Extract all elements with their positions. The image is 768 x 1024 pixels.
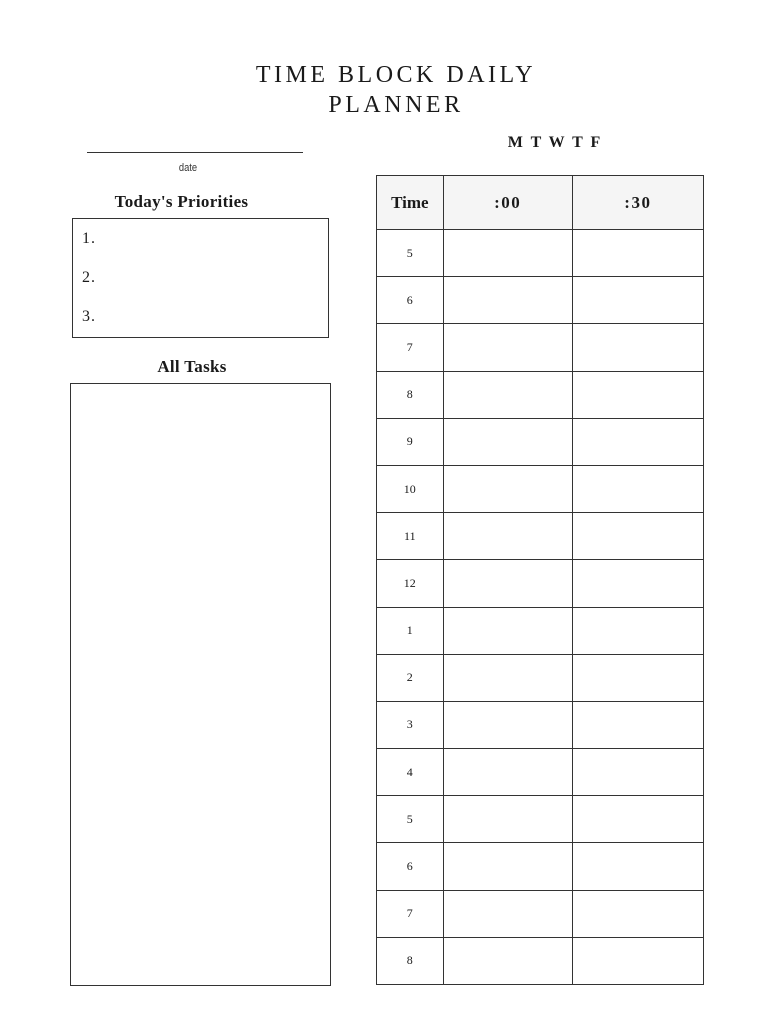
- slot-30[interactable]: [572, 937, 703, 984]
- planner-title-line-1: TIME BLOCK DAILY: [255, 62, 537, 88]
- hour-label: 6: [377, 843, 444, 890]
- slot-30[interactable]: [572, 560, 703, 607]
- table-row: [377, 843, 704, 890]
- hour-label: 9: [377, 418, 444, 465]
- table-row: [377, 560, 704, 607]
- slot-00[interactable]: [443, 465, 572, 512]
- hour-label: 1: [377, 607, 444, 654]
- hour-label: 3: [377, 701, 444, 748]
- hour-label: 7: [377, 890, 444, 937]
- slot-30[interactable]: [572, 371, 703, 418]
- hour-label: 11: [377, 513, 444, 560]
- hour-label: 4: [377, 749, 444, 796]
- slot-00[interactable]: [443, 560, 572, 607]
- table-row: [377, 890, 704, 937]
- table-header-row: [377, 176, 704, 230]
- hour-label: 8: [377, 937, 444, 984]
- table-row: [377, 465, 704, 512]
- table-row: [377, 230, 704, 277]
- slot-00[interactable]: [443, 371, 572, 418]
- hour-label: 6: [377, 277, 444, 324]
- slot-00[interactable]: [443, 654, 572, 701]
- table-row: [377, 277, 704, 324]
- slot-30[interactable]: [572, 324, 703, 371]
- hour-label: 12: [377, 560, 444, 607]
- date-label: date: [178, 162, 198, 174]
- slot-30[interactable]: [572, 796, 703, 843]
- slot-00[interactable]: [443, 937, 572, 984]
- table-row: [377, 749, 704, 796]
- slot-00[interactable]: [443, 230, 572, 277]
- slot-00[interactable]: [443, 418, 572, 465]
- header-30: :30: [572, 176, 703, 230]
- time-block-table: [376, 175, 704, 985]
- all-tasks-heading: All Tasks: [157, 357, 227, 376]
- slot-00[interactable]: [443, 701, 572, 748]
- table-row: [377, 418, 704, 465]
- slot-30[interactable]: [572, 230, 703, 277]
- date-input-line[interactable]: [87, 152, 303, 153]
- priority-item-1: 1.: [82, 230, 96, 247]
- table-row: [377, 654, 704, 701]
- slot-30[interactable]: [572, 465, 703, 512]
- slot-30[interactable]: [572, 749, 703, 796]
- table-row: [377, 371, 704, 418]
- planner-title-line-2: PLANNER: [328, 92, 464, 118]
- slot-00[interactable]: [443, 796, 572, 843]
- priorities-heading: Today's Priorities: [114, 192, 249, 211]
- slot-00[interactable]: [443, 607, 572, 654]
- slot-00[interactable]: [443, 277, 572, 324]
- slot-30[interactable]: [572, 843, 703, 890]
- slot-00[interactable]: [443, 843, 572, 890]
- table-row: [377, 513, 704, 560]
- table-row: [377, 324, 704, 371]
- all-tasks-box[interactable]: [70, 383, 331, 986]
- header-00: :00: [443, 176, 572, 230]
- weekday-selector: M T W T F: [507, 134, 603, 151]
- priority-item-2: 2.: [82, 269, 96, 286]
- hour-label: 5: [377, 796, 444, 843]
- hour-label: 7: [377, 324, 444, 371]
- table-row: [377, 701, 704, 748]
- priorities-box[interactable]: [72, 218, 329, 338]
- slot-30[interactable]: [572, 890, 703, 937]
- slot-30[interactable]: [572, 701, 703, 748]
- table-row: [377, 937, 704, 984]
- slot-30[interactable]: [572, 418, 703, 465]
- slot-00[interactable]: [443, 749, 572, 796]
- slot-30[interactable]: [572, 277, 703, 324]
- header-time: Time: [377, 176, 444, 230]
- slot-00[interactable]: [443, 324, 572, 371]
- schedule-body: [377, 230, 704, 985]
- table-row: [377, 796, 704, 843]
- slot-30[interactable]: [572, 513, 703, 560]
- slot-30[interactable]: [572, 607, 703, 654]
- hour-label: 5: [377, 230, 444, 277]
- hour-label: 10: [377, 465, 444, 512]
- slot-00[interactable]: [443, 890, 572, 937]
- hour-label: 8: [377, 371, 444, 418]
- slot-30[interactable]: [572, 654, 703, 701]
- hour-label: 2: [377, 654, 444, 701]
- table-row: [377, 607, 704, 654]
- slot-00[interactable]: [443, 513, 572, 560]
- priority-item-3: 3.: [82, 308, 96, 325]
